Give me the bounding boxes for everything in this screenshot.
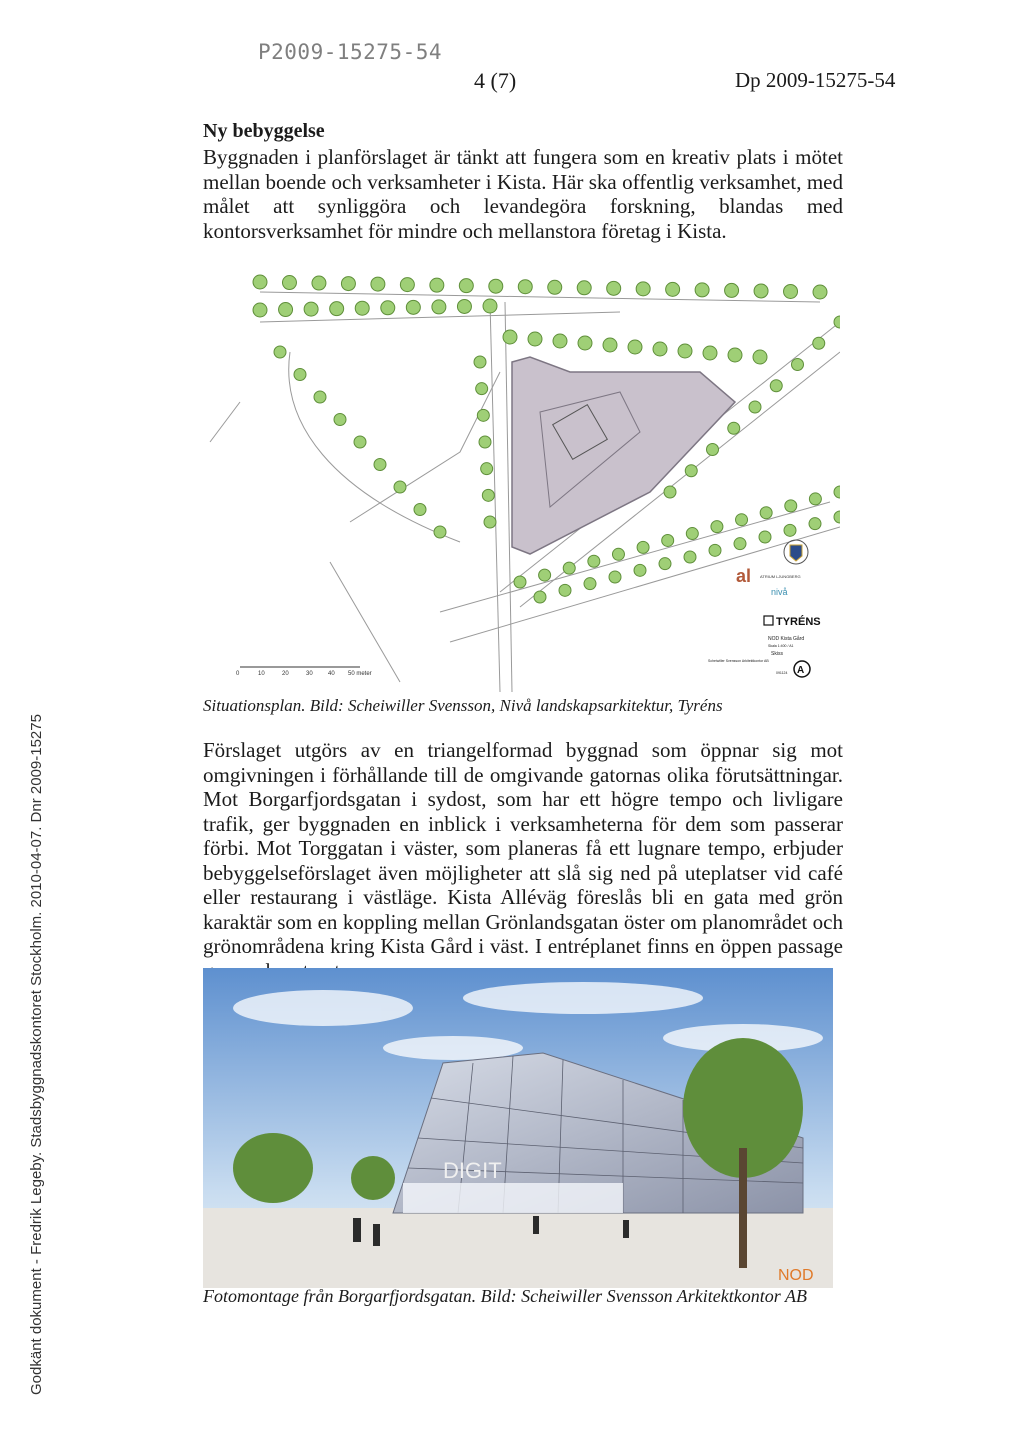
tree-symbol (759, 531, 771, 543)
tyrens-logo: TYRÉNS (776, 616, 821, 628)
tree-symbol (753, 350, 767, 364)
tree-symbol (279, 303, 293, 317)
tree-symbol (653, 342, 667, 356)
tree-symbol (809, 493, 821, 505)
page-number: 4 (7) (474, 68, 517, 93)
tree-symbol (784, 284, 798, 298)
scale-label: 10 (258, 671, 265, 677)
tree-symbol (534, 591, 546, 603)
north-label: A (797, 665, 805, 676)
registration-stamp: P2009-15275-54 (258, 40, 443, 64)
tree-symbol (503, 330, 517, 344)
tree-symbol (749, 401, 761, 413)
tree-symbol (548, 280, 562, 294)
tree-symbol (479, 436, 491, 448)
scale-label: 50 meter (348, 671, 372, 677)
tree-symbol (813, 337, 825, 349)
tree-symbol (484, 516, 496, 528)
tree-symbol (578, 336, 592, 350)
tree-symbol (518, 280, 532, 294)
tree-symbol (374, 459, 386, 471)
site-plan-caption: Situationsplan. Bild: Scheiwiller Svensson, Nivå landskapsarkitektur, Tyréns (203, 696, 723, 715)
document-reference: Dp 2009-15275-54 (735, 68, 896, 92)
tree-symbol (406, 300, 420, 314)
tree-symbol (588, 555, 600, 567)
tree-symbol (482, 489, 494, 501)
description-paragraph: Förslaget utgörs av en triangelformad byggnad som öppnar sig mot omgivningen i förhållande till de omgivande gatornas olika förutsättningar. Mot Borgarfjordsgatan i sydost, som har ett högre tempo och livligare trafik, ger byggnaden en inblick i verksamheterna för dem som passerar förbi. Mot Torggatan i väster, som planeras få ett lugnare tempo, erbjuder bebyggelseförslaget även möjligheter att slå sig ned på uteplatser vid café eller restaurang i västläge. Kista Alléväg föreslås bli en gata med grön karaktär som en koppling mellan Grönlandsgatan öster om planområdet och grönområdena kring Kista Gård i väst. I entréplanet finns en öppen passage (203, 738, 843, 958)
tree-symbol (314, 391, 326, 403)
tree-symbol (330, 302, 344, 316)
tree-symbol (685, 465, 697, 477)
tree-symbol (707, 444, 719, 456)
tree-symbol (394, 481, 406, 493)
photomontage-caption: Fotomontage från Borgarfjordsgatan. Bild: Scheiwiller Svensson Arkitektkontor AB (203, 1286, 807, 1306)
tree-symbol (553, 334, 567, 348)
tree-symbol (754, 284, 768, 298)
tree-symbol (514, 576, 526, 588)
tree-symbol (457, 299, 471, 313)
nod-date: 091124 (776, 671, 788, 675)
niva-logo: nivå (771, 587, 788, 597)
tree-symbol (603, 338, 617, 352)
tree-symbol (728, 348, 742, 362)
tree-symbol (686, 528, 698, 540)
tree-symbol (809, 518, 821, 530)
scale-label: 30 (306, 671, 313, 677)
tree-symbol (400, 278, 414, 292)
tree-symbol (695, 283, 709, 297)
al-logo: al (736, 566, 752, 586)
tree-symbol (304, 302, 318, 316)
tree-symbol (784, 524, 796, 536)
tree-symbol (371, 277, 385, 291)
tree-symbol (628, 340, 642, 354)
nod-firm: Scheiwiller Svensson Arkitektkontor AB (708, 659, 769, 663)
tree-symbol (354, 436, 366, 448)
tree-symbol (607, 281, 621, 295)
tree-symbol (634, 564, 646, 576)
tree-symbol (563, 562, 575, 574)
tree-symbol (785, 500, 797, 512)
tree-symbol (711, 521, 723, 533)
tree-symbol (709, 544, 721, 556)
nod-scale: Skala 1:400 / A1 (768, 644, 794, 648)
nod-title: NOD Kista Gård (768, 636, 805, 642)
tree-symbol (341, 277, 355, 291)
tree-symbol (477, 409, 489, 421)
tree-symbol (481, 463, 493, 475)
tree-symbol (636, 282, 650, 296)
tree-symbol (334, 414, 346, 426)
tree-symbol (734, 538, 746, 550)
tree-symbol (813, 285, 827, 299)
tree-symbol (770, 380, 782, 392)
nod-skiss: Skiss (771, 651, 783, 657)
tree-symbol (483, 299, 497, 313)
tree-symbol (584, 578, 596, 590)
site-plan (200, 262, 840, 692)
tree-symbol (274, 346, 286, 358)
tree-symbol (489, 279, 503, 293)
tree-symbol (659, 558, 671, 570)
tree-symbol (609, 571, 621, 583)
tree-symbol (664, 486, 676, 498)
tree-symbol (476, 383, 488, 395)
tree-symbol (253, 275, 267, 289)
tree-symbol (612, 548, 624, 560)
tree-symbol (577, 281, 591, 295)
tree-symbol (559, 584, 571, 596)
scale-label: 40 (328, 671, 335, 677)
facade-text: DIGIT (443, 1158, 502, 1183)
intro-paragraph: Byggnaden i planförslaget är tänkt att fungera som en kreativ plats i mötet mellan boende och verksamheter i Kista. Här ska offentlig verksamhet, med målet att synliggöra och levandegöra forskning, blandas med kontorsverksamhet för mindre och mellanstora företag i Kista. (203, 145, 843, 243)
tree-symbol (678, 344, 692, 358)
tree-symbol (684, 551, 696, 563)
tree-symbol (703, 346, 717, 360)
scale-label: 0 (236, 671, 240, 677)
tree-symbol (414, 504, 426, 516)
tree-symbol (666, 282, 680, 296)
tree-symbol (528, 332, 542, 346)
tree-symbol (760, 507, 772, 519)
tree-symbol (253, 303, 267, 317)
tree-symbol (792, 359, 804, 371)
tree-symbol (539, 569, 551, 581)
tree-symbol (434, 526, 446, 538)
al-logo-sub: ATRIUM LJUNGBERG (760, 574, 801, 579)
tree-symbol (728, 422, 740, 434)
tree-symbol (662, 534, 674, 546)
tree-symbol (430, 278, 444, 292)
tree-symbol (282, 276, 296, 290)
tree-symbol (355, 301, 369, 315)
scale-label: 20 (282, 671, 289, 677)
tree-symbol (381, 301, 395, 315)
tree-symbol (736, 514, 748, 526)
tree-symbol (312, 276, 326, 290)
tree-symbol (637, 541, 649, 553)
nod-brand: NOD (778, 1267, 814, 1284)
approval-sidebar-text: Godkänt dokument - Fredrik Legeby. Stadsbyggnadskontoret Stockholm. 2010-04-07. Dnr 2009-15275 (28, 714, 45, 1395)
tree-symbol (474, 356, 486, 368)
photomontage (203, 968, 833, 1288)
tree-symbol (725, 283, 739, 297)
tree-symbol (432, 300, 446, 314)
section-heading: Ny bebyggelse (203, 120, 325, 142)
tree-symbol (294, 369, 306, 381)
tree-symbol (459, 279, 473, 293)
